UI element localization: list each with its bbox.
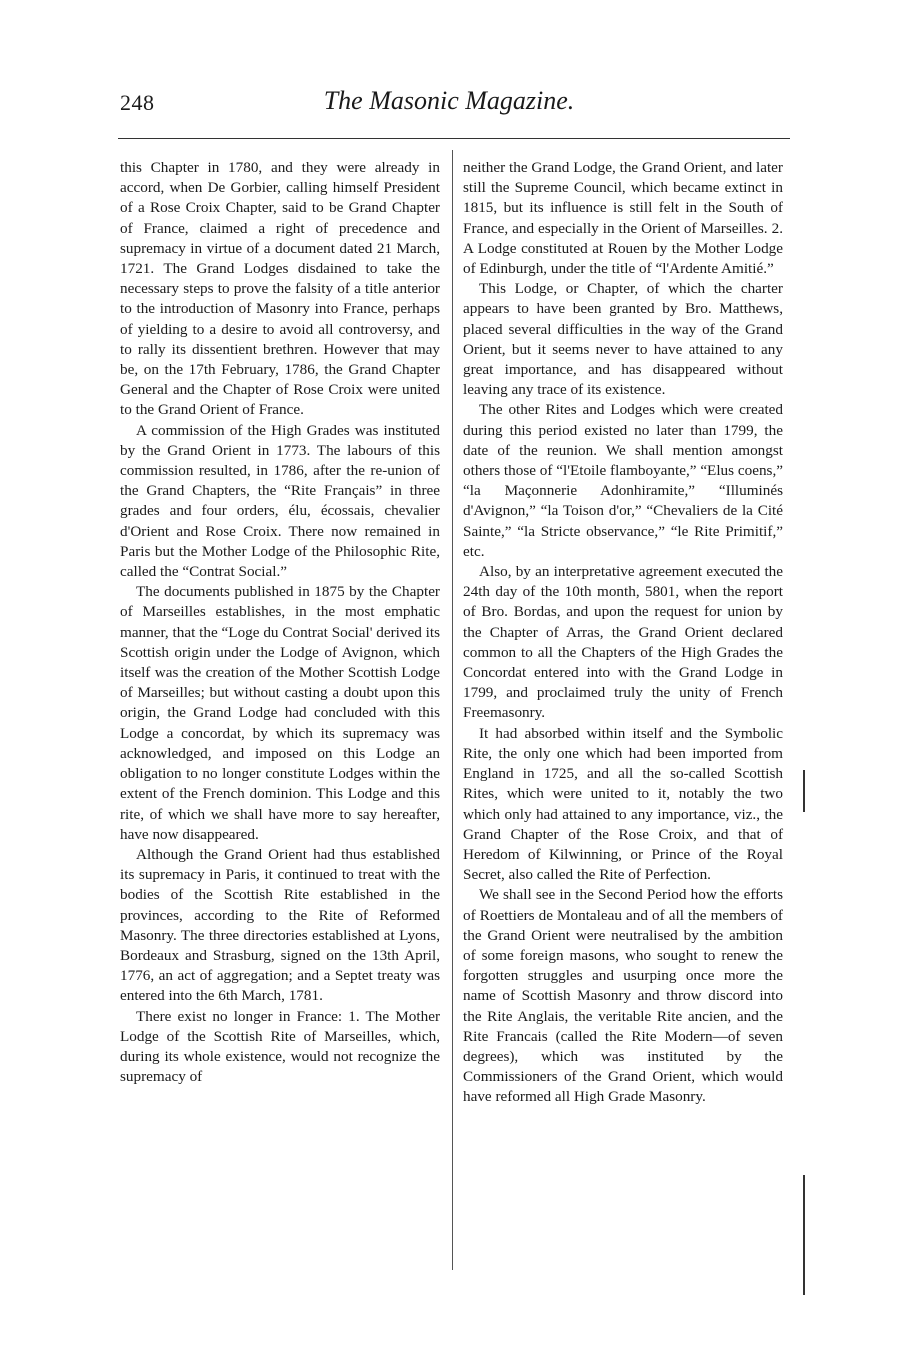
column-divider (452, 150, 453, 1270)
margin-mark (803, 1175, 805, 1295)
margin-mark (803, 770, 805, 812)
paragraph: The other Rites and Lodges which were created during this period existed no later than 1799, the date of the reunion. We shall mention amongst others those of “l'Etoile flamboyante,” “Elus coens,” “la Maçonnerie Adonhiramite,” “Illuminés d'Avignon,” “la Toison d'or,” “Chevaliers de la Cité Sainte,” “la Stricte observance,” “le Rite Primitif,” etc. (463, 401, 783, 560)
running-title: The Masonic Magazine. (323, 86, 575, 115)
paragraph: We shall see in the Second Period how the efforts of Roettiers de Montaleau and of all the members of the Grand Orient were neutralised by the ambition of some foreign masons, who sought to renew the forgotten struggles and usurping once more the name of Scottish Masonry and throw discord into the Rite Anglais, the veritable Rite ancien, and the Rite Francais (called the Rite Modern—of seven degrees), which was instituted by the Commissioners of the Grand Orient, which would have reformed all High Grade Masonry. (463, 886, 783, 1106)
right-column (463, 158, 783, 1108)
paragraph: The documents published in 1875 by the Chapter of Marseilles establishes, in the most emphatic manner, that the “Loge du Contrat Social' derived its Scottish origin under the Lodge of Avignon, which itself was the creation of the Mother Scottish Lodge of Marseilles; but without casting a doubt upon this origin, the Grand Lodge had concluded with this Lodge a concordat, by which its supremacy was acknowledged, and imposed on this Lodge an obligation to no longer constitute Lodges within the extent of the French dominion. This Lodge and this rite, of which we shall have more to say hereafter, have now disappeared. (120, 583, 440, 843)
paragraph: A commission of the High Grades was instituted by the Grand Orient in 1773. The labours of this commission resulted, in 1786, after the re-union of the Grand Chapters, the “Rite Français” in three grades and four orders, élu, écossais, chevalier d'Orient and Rose Croix. There now remained in Paris but the Mother Lodge of the Philosophic Rite, called the “Contrat Social.” (120, 421, 440, 581)
paragraph: this Chapter in 1780, and they were already in accord, when De Gorbier, calling himself President of a Rose Croix Chapter, said to be Grand Chapter of France, claimed a right of precedence and supremacy in virtue of a document dated 21 March, 1721. The Grand Lodges disdained to take the necessary steps to prove the falsity of a title anterior to the introduction of Masonry into France, perhaps of yielding to a desire to avoid all controversy, and to rally its dissentient brethren. However that may be, on the 17th February, 1786, the Grand Chapter General and the Chapter of Rose Croix were united to the Grand Orient of France. (120, 159, 440, 419)
header-rule (118, 138, 790, 139)
paragraph: Although the Grand Orient had thus established its supremacy in Paris, it continued to treat with the bodies of the Scottish Rite established in the provinces, according to the Rite of Reformed Masonry. The three directories established at Lyons, Bordeaux and Strasburg, signed on the 13th April, 1776, an act of aggregation; and a Septet treaty was entered into the 6th March, 1781. (120, 845, 440, 1005)
paragraph: Also, by an interpretative agreement executed the 24th day of the 10th month, 5801, when the report of Bro. Bordas, and upon the request for union by the Chapter of Arras, the Grand Orient declared common to all the Chapters of the High Grades the Concordat entered into with the Grand Lodge in 1799, and proclaimed truly the unity of French Freemasonry. (463, 563, 783, 722)
paragraph: There exist no longer in France: 1. The Mother Lodge of the Scottish Rite of Marseilles, which, during its whole existence, would not recognize the supremacy of (120, 1007, 440, 1086)
page-number: 248 (120, 90, 155, 115)
paragraph: neither the Grand Lodge, the Grand Orient, and later still the Supreme Council, which became extinct in 1815, but its influence is still felt in the South of France, and especially in the Orient of Marseilles. 2. A Lodge constituted at Rouen by the Mother Lodge of Edinburgh, under the title of “l'Ardente Amitié.” (463, 159, 783, 278)
left-column (120, 158, 440, 1087)
paragraph: It had absorbed within itself and the Symbolic Rite, the only one which had been imported from England in 1725, and all the so-called Scottish Rites, which were united to it, notably the two which only had attained to any importance, viz., the Grand Chapter of the Rose Croix, and that of Heredom of Kilwinning, or Prince of the Royal Secret, also called the Rite of Perfection. (463, 724, 783, 884)
paragraph: This Lodge, or Chapter, of which the charter appears to have been granted by Bro. Matthews, placed several difficulties in the way of the Grand Orient, but it seems never to have attained to any great importance, and has disappeared without leaving any trace of its existence. (463, 280, 783, 399)
